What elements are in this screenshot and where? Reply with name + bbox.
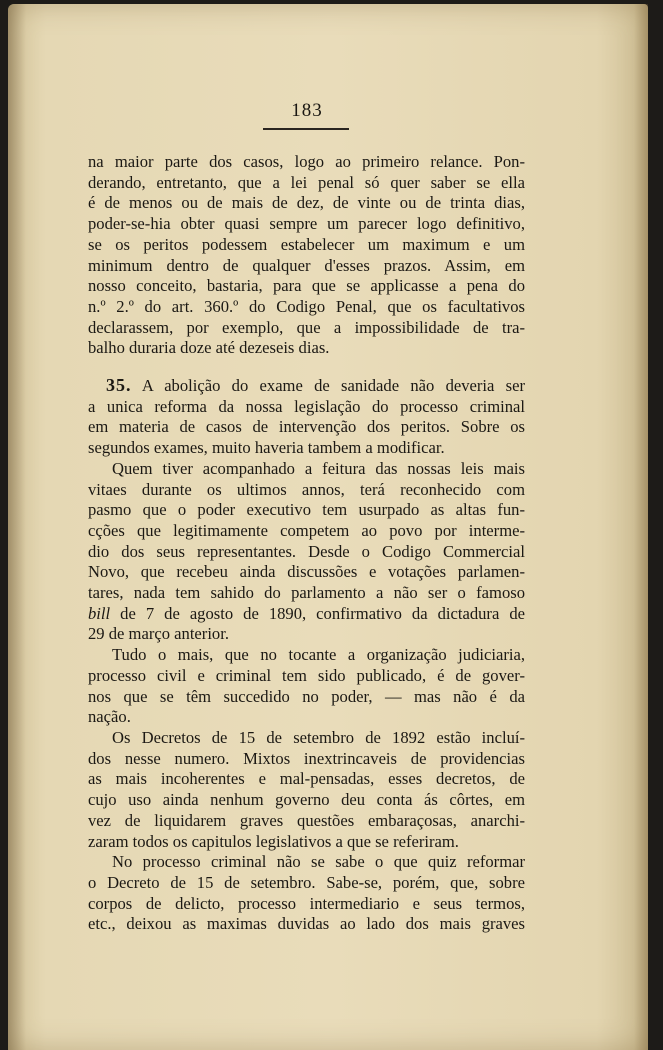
text-line: o Decreto de 15 de setembro. Sabe-se, porém, que, sobre xyxy=(88,872,525,892)
text-fragment: de 7 de agosto de 1890, confirmativo da dictadura de xyxy=(120,603,525,623)
text-line: zaram todos os capitulos legislativos a que se referiram. xyxy=(88,831,459,851)
book-page xyxy=(8,4,648,1050)
paragraph-6 xyxy=(88,852,525,935)
text-line: declarassem, por exemplo, que a impossibilidade de tra- xyxy=(88,317,525,337)
text-line: se os peritos podessem estabelecer um maximum e um xyxy=(88,234,525,254)
text-line: Quem tiver acompanhado a feitura das nossas leis mais xyxy=(112,458,525,478)
page-number: 183 xyxy=(291,100,323,121)
text-line: na maior parte dos casos, logo ao primeiro relance. Pon- xyxy=(88,152,525,171)
text-line: vez de liquidarem graves questões embaraçosas, anarchi- xyxy=(88,810,525,830)
text-line: tares, nada tem sahido do parlamento a não ser o famoso xyxy=(88,583,525,603)
text-line: dos nesse numero. Mixtos inextrincaveis de providencias xyxy=(88,748,525,768)
text-line: nação. xyxy=(88,707,131,727)
text-line: vitaes durante os ultimos annos, terá reconhecido com xyxy=(88,479,525,499)
text-line: poder-se-hia obter quasi sempre um parecer logo definitivo, xyxy=(88,214,525,234)
text-line: em materia de casos de intervenção dos peritos. Sobre os xyxy=(88,417,525,437)
page-spine-shadow xyxy=(8,4,26,1050)
text-line: processo civil e criminal tem sido publicado, é de gover- xyxy=(88,665,525,685)
text-line: corpos de delicto, processo intermediario e seus termos, xyxy=(88,893,525,913)
text-line: Novo, que recebeu ainda discussões e votações parlamen- xyxy=(88,562,525,582)
section-number: 35. xyxy=(106,375,132,396)
text-line: segundos exames, muito haveria tambem a modificar. xyxy=(88,438,445,458)
text-line: Os Decretos de 15 de setembro de 1892 estão incluí- xyxy=(112,727,525,747)
text-line: nos que se têm succedido no poder, — mas não é da xyxy=(88,686,525,706)
text-line: é de menos ou de mais de dez, de vinte ou de trinta dias, xyxy=(88,193,525,213)
text-line: pasmo que o poder executivo tem usurpado as altas fun- xyxy=(88,500,525,520)
text-line: cções que legitimamente competem ao povo por interme- xyxy=(88,520,525,540)
text-line: 29 de março anterior. xyxy=(88,624,229,644)
paragraph-4 xyxy=(88,645,525,728)
text-line: cujo uso ainda nenhum governo deu conta ás côrtes, em xyxy=(88,790,525,810)
paragraph-5 xyxy=(88,728,525,852)
text-line: derando, entretanto, que a lei penal só quer saber se ella xyxy=(88,172,525,192)
page-edge-shadow xyxy=(634,4,648,1050)
text-line: etc., deixou as maximas duvidas ao lado dos mais graves xyxy=(88,914,525,934)
text-line: a unica reforma da nossa legislação do processo criminal xyxy=(88,396,525,416)
body-text xyxy=(88,152,525,935)
section-gap xyxy=(88,359,525,375)
text-line: Tudo o mais, que no tocante a organização judiciaria, xyxy=(112,645,525,665)
text-line: n.º 2.º do art. 360.º do Codigo Penal, que os facultativos xyxy=(88,296,525,316)
paragraph-section-35 xyxy=(88,375,525,459)
text-line: dio dos seus representantes. Desde o Codigo Commercial xyxy=(88,541,525,561)
paragraph-1 xyxy=(88,152,525,359)
page-number-rule xyxy=(263,128,349,130)
section-first-line xyxy=(88,375,525,397)
text-line: nosso conceito, bastaria, para que se applicasse a pena do xyxy=(88,276,525,296)
bill-line xyxy=(88,604,525,625)
text-line: minimum dentro de qualquer d'esses prazos. Assim, em xyxy=(88,255,525,275)
paragraph-3 xyxy=(88,459,525,645)
text-line: as mais incoherentes e mal-pensadas, esses decretos, de xyxy=(88,769,525,789)
text-fragment: A abolição do exame de sanidade não deveria ser xyxy=(141,376,526,396)
text-line: balho duraria doze até dezeseis dias. xyxy=(88,338,330,358)
text-line: No processo criminal não se sabe o que quiz reformar xyxy=(112,852,525,872)
bill-word: bill xyxy=(88,603,111,623)
